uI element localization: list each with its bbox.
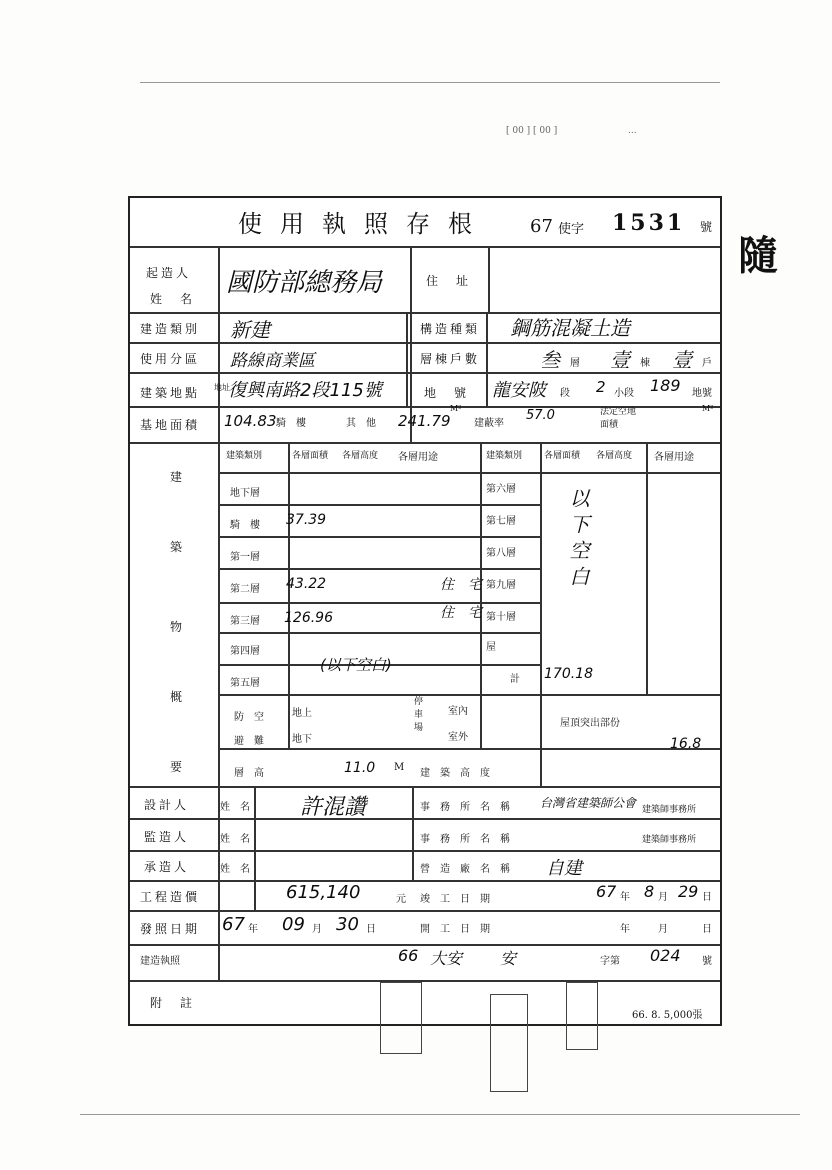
- header-floor-height-2: 各層高度: [596, 451, 633, 461]
- value-permit-district: 大安: [430, 949, 463, 968]
- unit-word: 字第: [600, 956, 620, 967]
- value-f2-use: 住 宅: [440, 577, 482, 593]
- label-designer-name: 姓 名: [220, 802, 250, 813]
- permit-number: 1531: [612, 210, 686, 236]
- unit-section: 段: [560, 388, 570, 399]
- row-f6: 第六層: [486, 484, 516, 495]
- label-building-height: 建 築 高 度: [420, 768, 490, 779]
- value-site-area: 104.83: [224, 412, 277, 430]
- unit-yuan: 元: [396, 894, 406, 905]
- unit-subsection: 小段: [614, 388, 634, 399]
- side-label-2: 築: [170, 540, 186, 554]
- value-category: 新建: [230, 318, 270, 342]
- col-line: [540, 442, 542, 786]
- unit-m2: M²: [702, 404, 714, 413]
- row-f5: 第五層: [230, 678, 260, 689]
- row-f4: 第四層: [230, 646, 260, 657]
- header-noise-1: [ 00 ] [ 00 ]: [506, 126, 558, 136]
- row-line: [218, 748, 720, 750]
- permit-stub-form: [128, 196, 722, 1026]
- row-line: [218, 568, 540, 570]
- unit-year-3: 年: [620, 924, 630, 935]
- row-line: [130, 980, 720, 982]
- label-land-no: 地 號: [424, 386, 470, 400]
- value-issue-day: 30: [336, 914, 359, 935]
- row-f10: 第十層: [486, 612, 516, 623]
- seal-stamp: [380, 982, 422, 1054]
- col-line: [406, 312, 408, 406]
- value-cost: 615,140: [286, 882, 361, 903]
- number-prefix: 67: [530, 216, 553, 237]
- row-line: [218, 504, 540, 506]
- unit-year-2: 年: [248, 924, 258, 935]
- header-floor-area: 各層面積: [292, 451, 329, 461]
- value-contractor-firm: 自建: [546, 858, 582, 879]
- label-indoor: 室內: [448, 706, 468, 717]
- label-start-date: 竣 工 日 期: [420, 894, 490, 905]
- row-f7: 第七層: [486, 516, 516, 527]
- label-issue-date: 發照日期: [140, 922, 201, 936]
- value-floors: 叁: [540, 348, 560, 372]
- printer-code: 66. 8. 5,000張: [632, 1010, 703, 1021]
- value-permit-char: 安: [500, 949, 517, 968]
- scan-line-top: [140, 82, 720, 83]
- row-line: [218, 536, 540, 538]
- header-floor-name-2: 建築類別: [486, 451, 523, 461]
- unit-day-2: 日: [366, 924, 376, 935]
- value-start-month: 8: [644, 882, 655, 901]
- value-permit-no: 024: [650, 946, 681, 965]
- value-zone: 路線商業區: [230, 351, 315, 371]
- row-line: [218, 632, 540, 634]
- col-line: [488, 246, 490, 312]
- value-applicant: 國防部總務局: [226, 268, 383, 298]
- col-line: [646, 442, 648, 694]
- row-arcade: 騎 樓: [230, 520, 260, 531]
- header-floor-height: 各層高度: [342, 451, 379, 461]
- label-shelter: 防 空: [234, 712, 264, 723]
- value-start-year: 67: [596, 882, 617, 901]
- seal-stamp: [490, 994, 528, 1092]
- label-structure: 構造種類: [420, 322, 481, 336]
- unit-floors: 層: [570, 358, 580, 369]
- value-arcade-area: 37.39: [286, 512, 327, 528]
- label-cost: 工程造價: [140, 890, 201, 904]
- value-permit-year: 66: [398, 946, 419, 965]
- side-label-3: 物: [170, 620, 186, 634]
- value-buildings: 壹: [610, 348, 630, 372]
- col-line: [486, 312, 488, 406]
- seal-stamp: [566, 982, 598, 1050]
- row-f9: 第九層: [486, 580, 516, 591]
- col-line: [480, 442, 482, 748]
- margin-stamp: 隨: [738, 232, 778, 279]
- unit-hao: 號: [702, 956, 712, 967]
- unit-year: 年: [620, 892, 630, 903]
- label-legal-open: 法定空地面積: [600, 407, 637, 430]
- unit-lot: 地號: [692, 388, 712, 399]
- label-site-area: 基地面積: [140, 418, 201, 432]
- row-f2: 第二層: [230, 584, 260, 595]
- row-basement: 地下層: [230, 488, 260, 499]
- label-supervisor-name: 姓 名: [220, 834, 250, 845]
- value-start-day: 29: [678, 882, 699, 901]
- label-contractor-name: 姓 名: [220, 864, 250, 875]
- value-total-area: 170.18: [544, 666, 593, 682]
- value-land-subsection: 2: [596, 378, 606, 396]
- label-office-name-2: 事 務 所 名 稱: [420, 834, 510, 845]
- label-roof-protrusion: 屋頂突出部份: [560, 718, 620, 729]
- value-f3-area: 126.96: [284, 610, 333, 626]
- value-f2-area: 43.22: [286, 576, 327, 592]
- form-title: 使用執照存根: [238, 210, 490, 238]
- label-contractor: 承造人: [144, 860, 190, 874]
- label-parking: 停車場: [414, 697, 424, 733]
- label-zone: 使用分區: [140, 352, 201, 366]
- value-street: 復興南路2段115號: [228, 380, 382, 401]
- col-line: [254, 786, 256, 910]
- label-category: 建造類別: [140, 322, 201, 336]
- value-structure: 鋼筋混凝土造: [510, 316, 630, 340]
- row-line: [218, 694, 720, 696]
- label-floors-units: 層棟戶數: [420, 352, 481, 366]
- row-f1: 第一層: [230, 552, 260, 563]
- row-line: [218, 472, 720, 474]
- unit-households: 戶: [702, 358, 712, 369]
- label-architect-office-2: 建築師事務所: [642, 835, 697, 845]
- unit-m2: M²: [450, 404, 462, 413]
- value-f3-use: 住 宅: [440, 605, 482, 621]
- label-applicant-name: 姓 名: [150, 292, 196, 306]
- label-remarks: 附 註: [150, 996, 196, 1010]
- scan-line-bottom: [80, 1114, 800, 1115]
- value-designer: 許混讚: [300, 795, 367, 820]
- label-architect-office: 建築師事務所: [642, 805, 697, 815]
- label-above: 地上: [292, 708, 312, 719]
- label-outdoor: 室外: [448, 732, 468, 743]
- label-designer: 設計人: [144, 798, 190, 812]
- col-line: [412, 786, 414, 880]
- number-suffix: 號: [700, 220, 713, 234]
- label-site-location-sub: 地址: [214, 383, 230, 392]
- value-building-height: 16.8: [670, 736, 702, 752]
- unit-month-2: 月: [312, 924, 322, 935]
- unit-day: 日: [702, 892, 712, 903]
- value-land-section: 龍安陂: [492, 380, 546, 401]
- stamp-blank: 以下空白: [566, 488, 590, 592]
- row-total: 計: [510, 674, 520, 685]
- label-firm-name: 營 造 廠 名 稱: [420, 864, 510, 875]
- header-floor-use-2: 各層用途: [654, 452, 694, 463]
- label-below: 地下: [292, 734, 312, 745]
- value-storey-height: 11.0: [344, 760, 376, 776]
- header-noise-2: ...: [628, 126, 637, 136]
- value-households: 壹: [672, 348, 692, 372]
- unit-month: 月: [658, 892, 668, 903]
- value-coverage: 57.0: [526, 408, 555, 423]
- label-supervisor: 監造人: [144, 830, 190, 844]
- unit-buildings: 棟: [640, 358, 650, 369]
- number-char: 使字: [558, 222, 585, 237]
- col-line: [288, 442, 290, 748]
- unit-day-3: 日: [702, 924, 712, 935]
- row-f3: 第三層: [230, 616, 260, 627]
- label-other: 其 他: [346, 418, 376, 429]
- label-office-name: 事 務 所 名 稱: [420, 802, 510, 813]
- header-floor-area-2: 各層面積: [544, 451, 581, 461]
- row-line: [218, 602, 540, 604]
- header-floor-use: 各層用途: [398, 452, 438, 463]
- side-label-5: 要: [170, 760, 186, 774]
- label-shelter-2: 避 難: [234, 736, 264, 747]
- value-land-lot: 189: [650, 376, 681, 395]
- side-label-1: 建: [170, 470, 186, 484]
- label-site-location: 建築地點: [140, 386, 201, 400]
- value-issue-month: 09: [282, 914, 305, 935]
- unit-m: M: [394, 762, 405, 773]
- value-other-area: 241.79: [398, 412, 451, 430]
- label-permit: 建造執照: [140, 956, 180, 967]
- value-issue-year: 67: [222, 914, 245, 935]
- label-arcade: 騎 樓: [276, 418, 306, 429]
- label-completion: 開 工 日 期: [420, 924, 490, 935]
- row-roof: 屋: [486, 642, 496, 653]
- unit-month-3: 月: [658, 924, 668, 935]
- circle-note: (以下空白): [320, 656, 392, 674]
- label-coverage: 建蔽率: [474, 418, 504, 429]
- label-storey-height: 層 高: [234, 768, 264, 779]
- row-f8: 第八層: [486, 548, 516, 559]
- value-designer-office: 台灣省建築師公會: [540, 796, 637, 810]
- side-label-4: 概: [170, 690, 186, 704]
- label-address: 住 址: [426, 274, 472, 288]
- label-applicant: 起造人: [146, 266, 192, 280]
- header-floor-name: 建築類別: [226, 451, 263, 461]
